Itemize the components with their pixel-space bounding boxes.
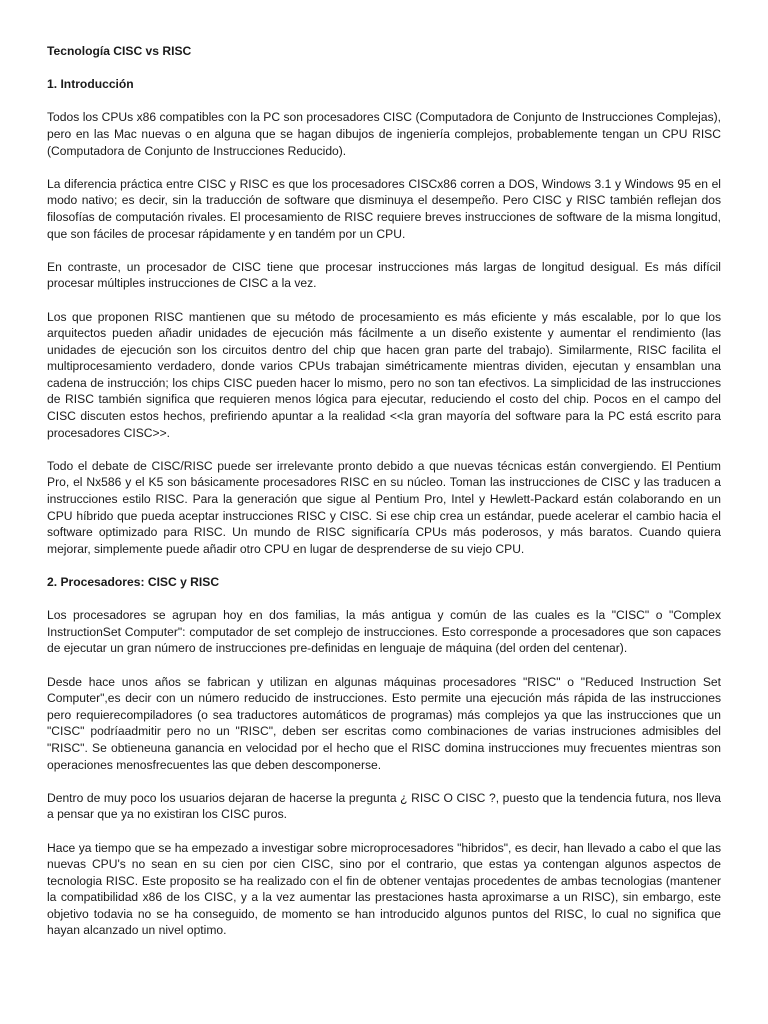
paragraph: Todos los CPUs x86 compatibles con la PC son procesadores CISC (Computadora de Conjunto de Instrucciones Complejas), pero en las Mac nuevas o en alguna que se hagan dibujos de ingeniería complejos, probablemente tengan un CPU RISC (Computadora de Conjunto de Instrucciones Reducido). <box>47 110 721 158</box>
section-heading-procesadores: 2. Procesadores: CISC y RISC <box>47 575 220 589</box>
paragraph: La diferencia práctica entre CISC y RISC es que los procesadores CISCx86 corren a DOS, Windows 3.1 y Windows 95 en el modo nativo; es decir, sin la traducción de software que disminuya el desempeño. Pero CISC y RISC también reflejan dos filosofías de computación rivales. El procesamiento de RISC requiere breves instrucciones de software de la misma longitud, que son fáciles de procesar rápidamente y en tandém por un CPU. <box>47 176 721 241</box>
paragraph: Todo el debate de CISC/RISC puede ser irrelevante pronto debido a que nuevas técnicas están convergiendo. El Pentium Pro, el Nx586 y el K5 son básicamente procesadores RISC en su núcleo. Toman las instrucciones de CISC y las traducen a instrucciones estilo RISC. Para la generación que sigue al Pentium Pro, Intel y Hewlett-Packard están colaborando en un CPU híbrido que pueda aceptar instrucciones RISC y CISC. Si ese chip crea un estándar, puede acelerar el cambio hacia el software optimizado para RISC. Un mundo de RISC significaría CPUs más poderosos, y más baratos. Cuando quiera mejorar, simplemente puede añadir otro CPU en lugar de desprenderse de su viejo CPU. <box>47 458 721 556</box>
section-heading-introduccion: 1. Introducción <box>47 77 134 92</box>
document-title: Tecnología CISC vs RISC <box>47 44 192 58</box>
paragraph: Los que proponen RISC mantienen que su método de procesamiento es más eficiente y más escalable, por lo que los arquitectos pueden añadir unidades de ejecución más fácilmente a un diseño existente y aumentar el rendimiento (las unidades de ejecución son los circuitos dentro del chip que hacen gran parte del trabajo). Similarmente, RISC facilita el multiprocesamiento verdadero, donde varios CPUs trabajan simétricamente mientras dividen, ejecutan y ensamblan una cadena de instrucción; los chips CISC pueden hacer lo mismo, pero no son tan efectivos. La simplicidad de las instrucciones de RISC también significa que requieren menos lógica para ejecutar, reduciendo el costo del chip. Pocos en el campo del CISC discuten estos hechos, prefiriendo apuntar a la realidad <<la gran mayoría del software para la PC está escrito para procesadores CISC>>. <box>47 309 721 440</box>
paragraph: Hace ya tiempo que se ha empezado a investigar sobre microprocesadores "hibridos", es decir, han llevado a cabo el que las nuevas CPU's no sean en su cien por cien CISC, sino por el contrario, que estas ya contengan algunos aspectos de tecnologia RISC. Este proposito se ha realizado con el fin de obtener ventajas procedentes de ambas tecnologias (mantener la compatibilidad x86 de los CISC, y a la vez aumentar las prestaciones hasta aproximarse a un RISC), sin embargo, este objetivo todavia no se ha conseguido, de momento se han introducido algunos puntos del RISC, lo cual no significa que hayan alcanzado un nivel optimo. <box>47 840 721 938</box>
paragraph: Dentro de muy poco los usuarios dejaran de hacerse la pregunta ¿ RISC O CISC ?, puesto que la tendencia futura, nos lleva a pensar que ya no existiran los CISC puros. <box>47 790 721 822</box>
paragraph: En contraste, un procesador de CISC tiene que procesar instrucciones más largas de longitud desigual. Es más difícil procesar múltiples instrucciones de CISC a la vez. <box>47 259 721 291</box>
paragraph: Los procesadores se agrupan hoy en dos familias, la más antigua y común de las cuales es la "CISC" o "Complex InstructionSet Computer": computador de set complejo de instrucciones. Esto corresponde a procesadores que son capaces de ejecutar un gran número de instrucciones pre-definidas en lenguaje de máquina (del orden del centenar). <box>47 608 721 656</box>
paragraph: Desde hace unos años se fabrican y utilizan en algunas máquinas procesadores "RISC" o "Reduced Instruction Set Computer",es decir con un número reducido de instrucciones. Esto permite una ejecución más rápida de las instrucciones pero requierecompiladores (o sea traductores automáticos de programas) más complejos ya que las instrucciones que un "CISC" podríaadmitir pero no un "RISC", deben ser escritas como combinaciones de varias instruciones admisibles del "RISC". Se obtieneuna ganancia en velocidad por el hecho que el RISC domina instrucciones muy frecuentes mientras son operaciones menosfrecuentes las que deben descomponerse. <box>47 674 721 772</box>
